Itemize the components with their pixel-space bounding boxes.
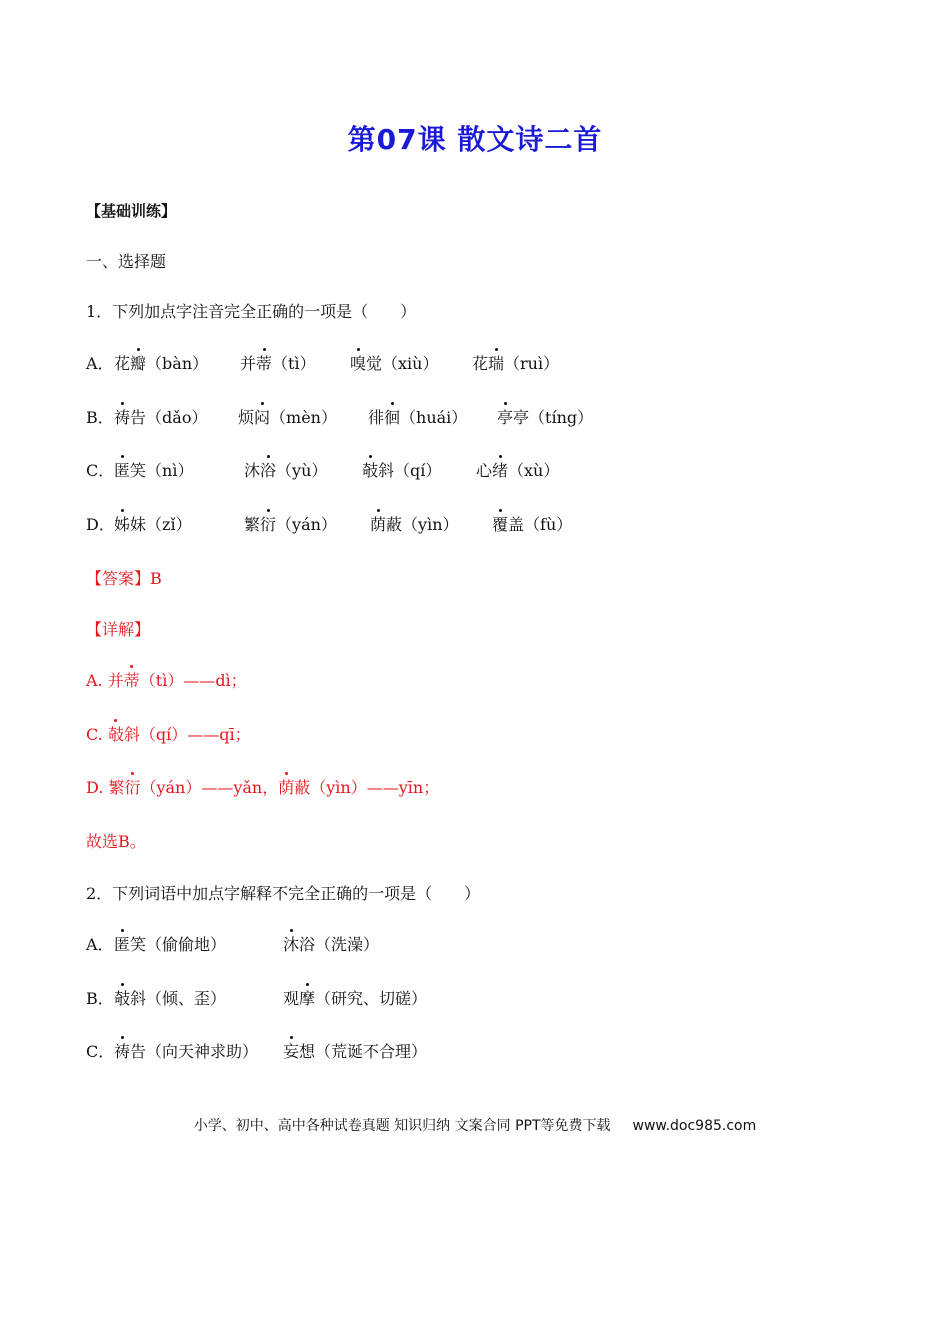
q2-option-b [86, 988, 686, 1012]
page-footer [0, 1115, 950, 1135]
dotted-character: 沐 [283, 935, 300, 954]
term-text: （yìn） [402, 515, 459, 534]
term-text: 心 [476, 461, 493, 480]
question-2-stem: 2．下列词语中加点字解释不完全正确的一项是（ ） [86, 884, 481, 903]
term-text: （tì） [272, 354, 316, 373]
option-term [114, 1041, 258, 1063]
q1-option-c [86, 460, 886, 484]
q1-option-b [86, 407, 886, 431]
term-text: （bàn） [146, 354, 209, 373]
option-term [476, 460, 559, 482]
term-text: （xiù） [382, 354, 439, 373]
term-text: 妹 [130, 515, 147, 534]
dotted-character: 祷 [114, 408, 131, 427]
term-text: （tíng） [529, 408, 594, 427]
term-text: 沐 [244, 461, 261, 480]
term-text: （xù） [508, 461, 560, 480]
explain-text: C. [86, 725, 108, 744]
term-text: （qí） [394, 461, 442, 480]
explain-text: 并 [107, 671, 124, 690]
option-term [492, 514, 572, 536]
term-text: 笑（偷偷地） [130, 935, 227, 954]
term-text: （yán） [276, 515, 337, 534]
dotted-character: 嗅 [350, 354, 367, 373]
option-term [283, 1041, 427, 1063]
term-text: 斜 [378, 461, 395, 480]
term-text: （nì） [146, 461, 194, 480]
footer-url[interactable]: www.doc985.com [632, 1118, 757, 1134]
dotted-character: 徊 [384, 408, 401, 427]
option-label: C． [86, 461, 115, 480]
option-term [244, 514, 337, 536]
option-label: D． [86, 515, 115, 534]
term-text: 浴（洗澡） [299, 935, 380, 954]
explain-heading: 【详解】 [86, 620, 151, 639]
option-term [114, 988, 226, 1010]
explain-text: 斜（qí）——qī； [123, 725, 251, 744]
explain-text: （yán）——yǎn， [140, 778, 279, 797]
conclusion: 故选B。 [86, 832, 146, 851]
dotted-character: 匿 [114, 461, 131, 480]
q2-option-a [86, 934, 686, 958]
term-text: （huái） [400, 408, 468, 427]
footer-text: 小学、初中、高中各种试卷真题 知识归纳 文案合同 PPT等免费下载 [193, 1118, 611, 1134]
dotted-character: 攲 [362, 461, 379, 480]
explain-line-d [86, 777, 439, 799]
option-term [114, 514, 192, 536]
option-term [114, 353, 208, 375]
dotted-character: 衍 [260, 515, 277, 534]
dotted-character: 荫 [278, 778, 295, 797]
term-text: （zǐ） [146, 515, 192, 534]
dotted-character: 蒂 [256, 354, 273, 373]
term-text: （研究、切磋） [315, 989, 428, 1008]
term-text: 想（荒诞不合理） [299, 1042, 428, 1061]
dotted-character: 瓣 [130, 354, 147, 373]
dotted-character: 闷 [254, 408, 271, 427]
option-label: C． [86, 1042, 115, 1061]
option-term [114, 460, 193, 482]
dotted-character: 浴 [260, 461, 277, 480]
dotted-character: 绪 [492, 461, 509, 480]
dotted-character: 攲 [114, 989, 131, 1008]
dotted-character: 祷 [114, 1042, 131, 1061]
term-text: 亭 [513, 408, 530, 427]
term-text: （ruì） [504, 354, 560, 373]
option-term [240, 353, 316, 375]
explain-line-a [86, 670, 247, 692]
dotted-character: 匿 [114, 935, 131, 954]
option-term [497, 407, 593, 429]
option-term [114, 407, 207, 429]
term-text: 斜（倾、歪） [130, 989, 227, 1008]
term-text: 告 [130, 408, 147, 427]
term-text: 蔽 [386, 515, 403, 534]
option-label: A． [86, 935, 114, 954]
option-term [362, 460, 441, 482]
term-text: 花 [114, 354, 131, 373]
option-term [283, 988, 427, 1010]
option-term [238, 407, 337, 429]
term-text: 徘 [368, 408, 385, 427]
dotted-character: 攲 [107, 725, 124, 744]
option-term [472, 353, 559, 375]
q1-option-d [86, 514, 886, 538]
option-label: A． [86, 354, 114, 373]
explain-text: （tì）——dì； [139, 671, 247, 690]
term-text: 笑 [130, 461, 147, 480]
q2-option-c [86, 1041, 686, 1065]
term-text: （mèn） [270, 408, 337, 427]
dotted-character: 摩 [299, 989, 316, 1008]
explain-line-c [86, 724, 251, 746]
option-label: B． [86, 989, 114, 1008]
dotted-character: 姊 [114, 515, 131, 534]
term-text: （dǎo） [146, 408, 208, 427]
option-term [368, 407, 467, 429]
explain-text: 繁 [108, 778, 125, 797]
option-label: B． [86, 408, 114, 427]
term-text: （fù） [524, 515, 573, 534]
dotted-character: 荫 [370, 515, 387, 534]
option-term [244, 460, 327, 482]
question-1-stem: 1．下列加点字注音完全正确的一项是（ ） [86, 302, 417, 321]
term-text: 并 [240, 354, 257, 373]
term-text: （yù） [276, 461, 328, 480]
term-text: 繁 [244, 515, 261, 534]
explain-text: D. [86, 778, 109, 797]
term-text: 观 [283, 989, 300, 1008]
term-text: 觉 [366, 354, 383, 373]
term-text: 盖 [508, 515, 525, 534]
dotted-character: 覆 [492, 515, 509, 534]
dotted-character: 瑞 [488, 354, 505, 373]
term-text: 烦 [238, 408, 255, 427]
term-text: 花 [472, 354, 489, 373]
option-term [283, 934, 379, 956]
answer: 【答案】B [86, 569, 162, 588]
option-term [114, 934, 226, 956]
part-heading: 一、选择题 [86, 252, 167, 271]
section-heading: 【基础训练】 [86, 202, 177, 220]
dotted-character: 妄 [283, 1042, 300, 1061]
dotted-character: 衍 [124, 778, 141, 797]
explain-text: A. [86, 671, 108, 690]
explain-text: 蔽（yìn）——yīn； [294, 778, 440, 797]
term-text: 告（向天神求助） [130, 1042, 259, 1061]
option-term [370, 514, 459, 536]
q1-option-a [86, 353, 886, 377]
dotted-character: 蒂 [123, 671, 140, 690]
dotted-character: 亭 [497, 408, 514, 427]
option-term [350, 353, 438, 375]
page-title: 第07课 散文诗二首 [347, 123, 603, 156]
